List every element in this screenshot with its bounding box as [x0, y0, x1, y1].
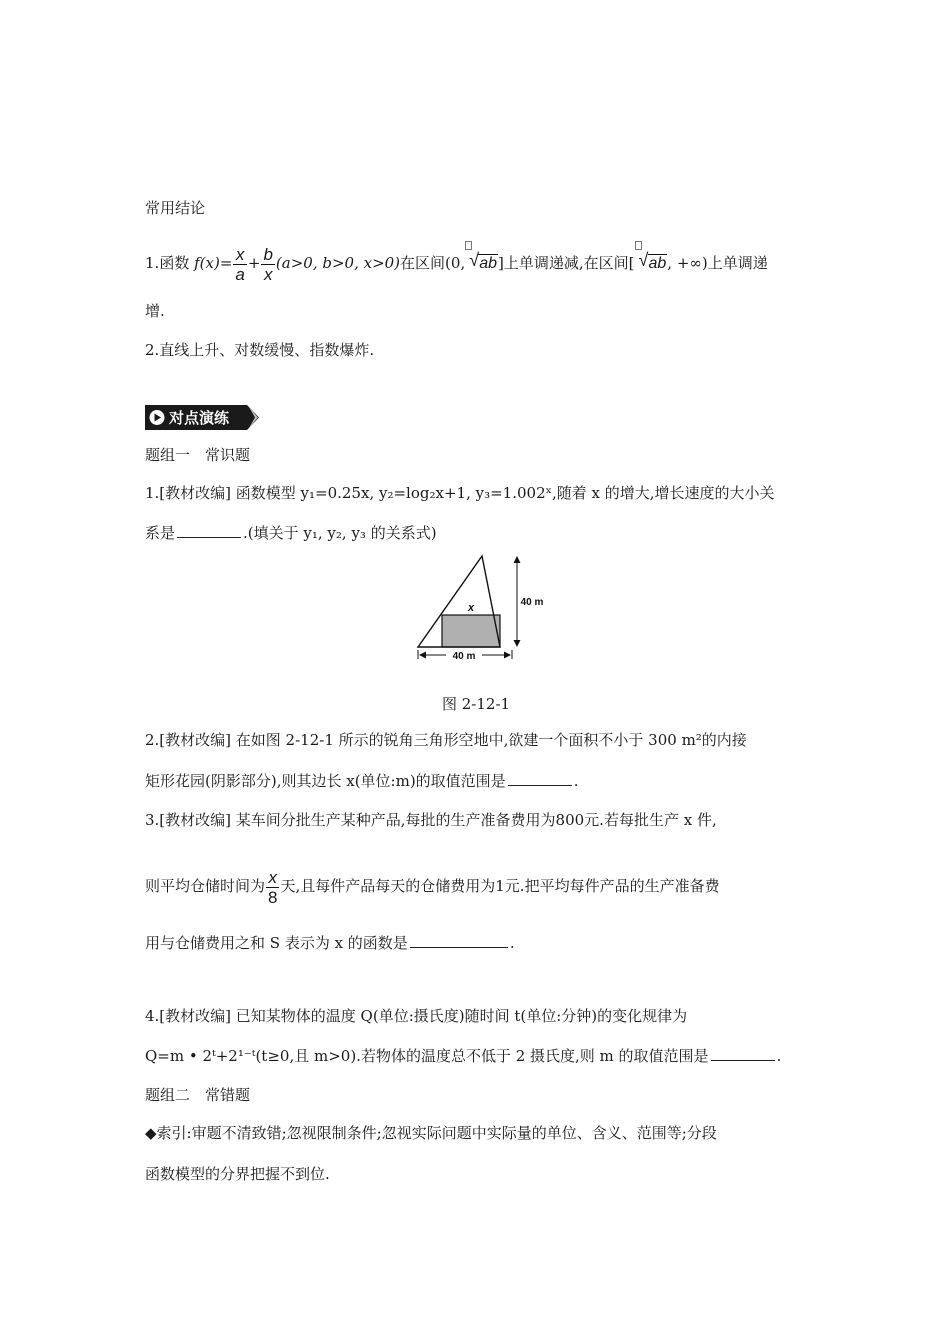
fraction-denominator: x [263, 264, 273, 284]
radical-symbol: √ [638, 250, 649, 270]
q1-suffix: .(填关于 y₁, y₂, y₃ 的关系式) [243, 524, 437, 542]
fraction-x-over-a [233, 245, 246, 284]
fraction-denominator: 8 [268, 887, 278, 907]
question-4-line-2 [145, 1046, 781, 1066]
fraction-b-over-x [261, 245, 274, 284]
x-label: x [467, 602, 475, 614]
q4-suffix: . [776, 1047, 782, 1065]
q3-suffix: . [509, 934, 515, 952]
question-4-line-1: 4.[教材改编] 已知某物体的温度 Q(单位:摄氏度)随时间 t(单位:分钟)的变化规律为 [145, 1007, 688, 1025]
question-2-line-1: 2.[教材改编] 在如图 2-12-1 所示的锐角三角形空地中,欲建一个面积不小于 300 m²的内接 [145, 731, 747, 749]
height-arrow-top [514, 556, 521, 563]
q3-middle: 天,且每件产品每天的仓储费用为1元.把平均每件产品的生产准备费 [280, 877, 720, 895]
conclusion-1-tail: 增. [145, 302, 165, 320]
radicand: ab [479, 255, 498, 272]
q2-prefix: 矩形花园(阴影部分),则其边长 x(单位:m)的取值范围是 [145, 772, 506, 790]
badge-label: 对点演练 [169, 409, 230, 427]
equals-sign: = [219, 254, 233, 272]
figure-caption: 图 2-12-1 [442, 695, 511, 713]
fraction-numerator: x [266, 868, 279, 888]
fraction-numerator: b [263, 244, 273, 264]
interval-text-1: 在区间(0, [400, 254, 466, 272]
question-1-line-2 [145, 523, 437, 543]
radicand: ab [648, 255, 667, 272]
question-3-line-1: 3.[教材改编] 某车间分批生产某种产品,每批的生产准备费用为800元.若每批生产 x 件, [145, 811, 717, 829]
height-arrow-bottom [514, 640, 521, 647]
q3-prefix: 则平均仓储时间为 [145, 877, 266, 895]
question-1-line-1: 1.[教材改编] 函数模型 y₁=0.25x, y₂=log₂x+1, y₃=1.002ˣ,随着 x 的增大,增长速度的大小关 [145, 484, 775, 502]
radical-ab [465, 244, 498, 284]
group-2-heading: 题组二 常错题 [145, 1086, 251, 1104]
fraction-x-over-8 [266, 868, 279, 907]
domain-condition: (a>0, b>0, x>0) [275, 254, 401, 272]
shaded-rectangle [442, 615, 500, 647]
radical-ab-2 [635, 244, 668, 284]
conclusion-2: 2.直线上升、对数缓慢、指数爆炸. [145, 341, 375, 359]
conclusion-1-num: 1. [145, 254, 160, 272]
q4-prefix: Q=m • 2ᵗ+2¹⁻ᵗ(t≥0,且 m>0).若物体的温度总不低于 2 摄氏度,则 m 的取值范围是 [145, 1047, 709, 1065]
practice-badge [145, 405, 261, 430]
fraction-numerator: x [233, 245, 246, 265]
q2-suffix: . [573, 772, 579, 790]
q3-line3-prefix: 用与仓储费用之和 S 表示为 x 的函数是 [145, 934, 408, 952]
interval-text-3: , +∞)上单调递 [667, 254, 768, 272]
radical-symbol: √ [469, 250, 480, 270]
group-1-heading: 题组一 常识题 [145, 446, 251, 464]
plus-sign: + [247, 254, 261, 272]
question-3-line-3 [145, 933, 515, 953]
question-2-line-2 [145, 771, 578, 791]
index-line-2: 函数模型的分界把握不到位. [145, 1165, 330, 1183]
base-label: 40 m [452, 651, 476, 662]
q1-prefix: 系是 [145, 524, 176, 542]
conclusion-1-prefix: 函数 [159, 254, 190, 272]
answer-blank-4 [711, 1059, 775, 1061]
fraction-denominator: a [235, 264, 245, 284]
index-line-1: ◆索引:审题不清致错;忽视限制条件;忽视实际问题中实际量的单位、含义、范围等;分段 [145, 1124, 717, 1142]
base-arrow-left [419, 652, 426, 659]
triangle-diagram [414, 553, 554, 665]
answer-blank-2 [508, 784, 572, 786]
base-arrow-right [504, 652, 511, 659]
answer-blank-1 [177, 536, 241, 538]
triangle-figure [414, 553, 554, 669]
section-heading: 常用结论 [145, 199, 206, 217]
answer-blank-3 [410, 946, 508, 948]
question-3-line-2 [145, 866, 720, 907]
function-name: f(x) [194, 254, 220, 272]
conclusion-1 [145, 243, 768, 284]
interval-text-2: ]上单调递减,在区间[ [498, 254, 635, 272]
height-label: 40 m [520, 597, 544, 608]
